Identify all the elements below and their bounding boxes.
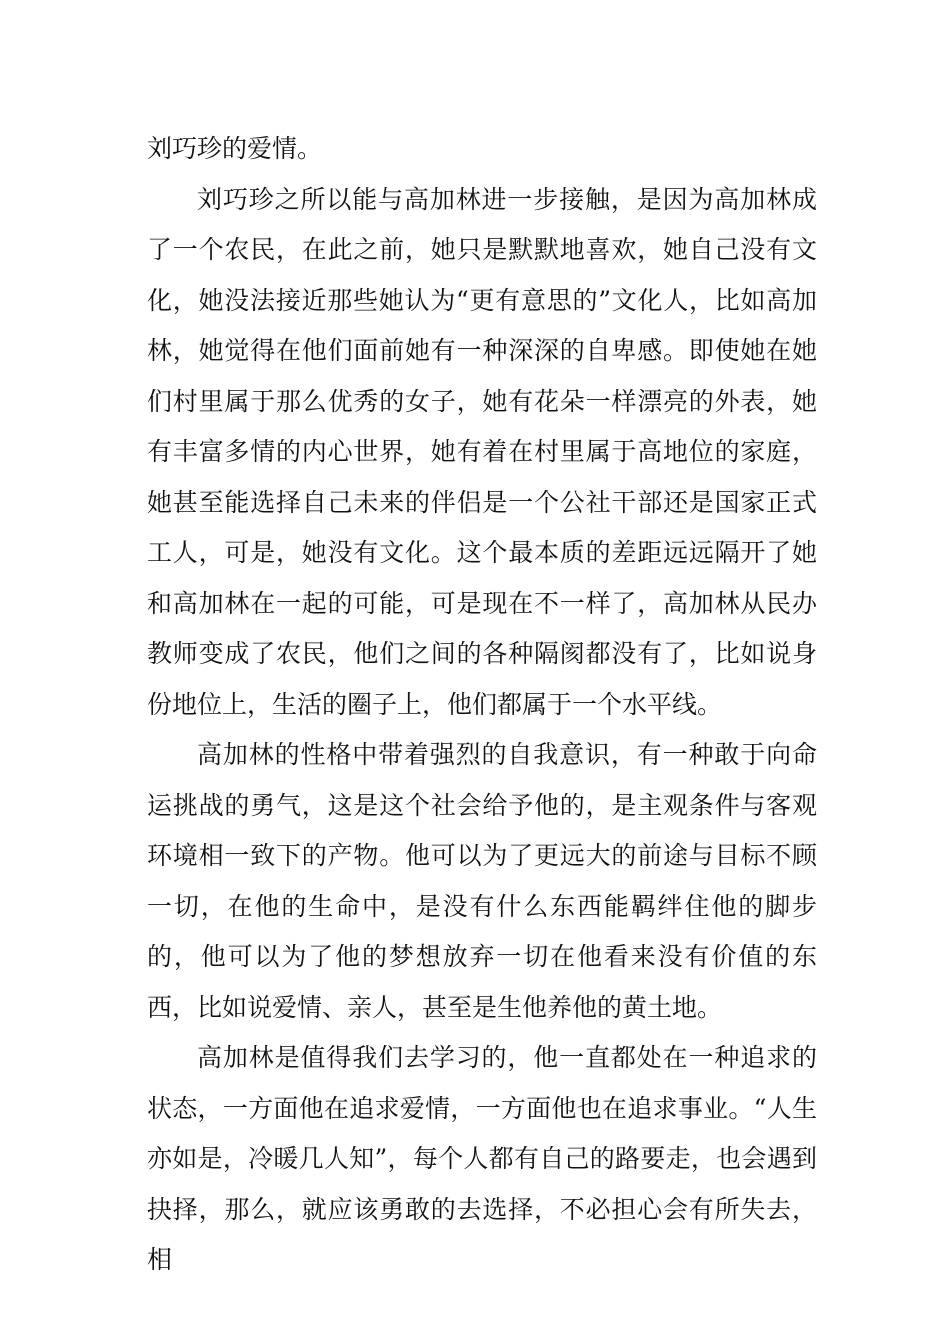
document-body [147, 124, 817, 1286]
paragraph-gao-jialin-pursuit: 高加林是值得我们去学习的，他一直都处在一种追求的状态，一方面他在追求爱情，一方面他也在追求事业。“人生亦如是，冷暖几人知”，每个人都有自己的路要走，也会遇到抉择，那么，就应该勇敢的去选择，不必担心会有所失去，相 [147, 1043, 817, 1274]
paragraph-gao-jialin-character: 高加林的性格中带着强烈的自我意识，有一种敢于向命运挑战的勇气，这是这个社会给予他的，是主观条件与客观环境相一致下的产物。他可以为了更远大的前途与目标不顾一切，在他的生命中，是没有什么东西能羁绊住他的脚步的，他可以为了他的梦想放弃一切在他看来没有价值的东西，比如说爱情、亲人，甚至是生他养他的黄土地。 [147, 740, 817, 1022]
paragraph-continuation: 刘巧珍的爱情。 [147, 134, 323, 163]
paragraph-liu-qiaozhen: 刘巧珍之所以能与高加林进一步接触，是因为高加林成了一个农民，在此之前，她只是默默地喜欢，她自己没有文化，她没法接近那些她认为“更有意思的”文化人，比如高加林，她觉得在他们面前她有一种深深的自卑感。即使她在她们村里属于那么优秀的女子，她有花朵一样漂亮的外表，她有丰富多情的内心世界，她有着在村里属于高地位的家庭，她甚至能选择自己未来的伴侣是一个公社干部还是国家正式工人，可是，她没有文化。这个最本质的差距远远隔开了她和高加林在一起的可能，可是现在不一样了，高加林从民办教师变成了农民，他们之间的各种隔阂都没有了，比如说身份地位上，生活的圈子上，他们都属于一个水平线。 [147, 184, 817, 719]
